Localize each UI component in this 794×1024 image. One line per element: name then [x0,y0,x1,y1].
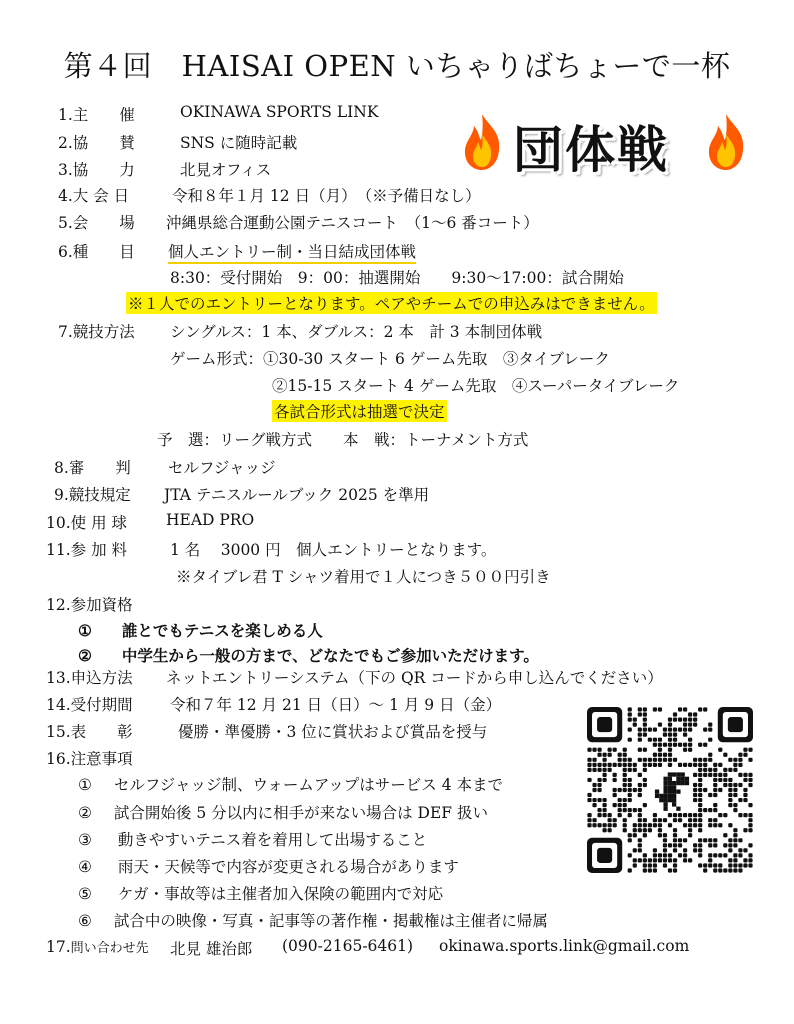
badge-label: 団体戦 [513,121,669,179]
ball-value: HEAD PRO [166,511,255,529]
event-schedule: 8:30：受付開始 9：00：抽選開始 9:30〜17:00：試合開始 [170,269,624,287]
application-value: ネットエントリーシステム（下の QR コードから申し込んでください） [166,669,663,687]
row-date: 4.大 会 日 [58,187,130,205]
note-item: ② 試合開始後 5 分以内に相手が来ない場合は DEF 扱い [78,804,488,822]
referee-value: セルフジャッジ [168,459,276,477]
competition-value: シングルス：1 本、ダブルス：2 本 計 3 本制団体戦 [170,323,543,341]
row-organizer: 1.主 催 [58,106,135,124]
row-eligibility: 12.参加資格 [46,596,133,614]
row-award: 15.表 彰 [46,723,133,741]
row-competition: 7.競技方法 [58,323,135,341]
game-format-2: ②15-15 スタート 4 ゲーム先取 ④スーパータイブレーク [272,377,680,395]
page-title: 第４回 HAISAI OPEN いちゃりばちょーで一杯 [63,49,731,83]
row-sponsor: 2.協 賛 [58,134,135,152]
date-value: 令和８年１月 12 日（月） （※予備日なし） [172,187,481,205]
contact-email[interactable]: okinawa.sports.link@gmail.com [439,937,690,955]
period-value: 令和７年 12 月 21 日（日）〜 1 月 9 日（金） [170,696,502,714]
row-referee: 8.審 判 [54,459,131,477]
organizer-value: OKINAWA SPORTS LINK [180,103,379,121]
fire-icon [703,112,749,172]
award-value: 優勝・準優勝・3 位に賞状および賞品を授与 [178,723,488,741]
row-contact: 17.問い合わせ先 [46,938,149,956]
eligibility-item: ② 中学生から一般の方まで、どなたでもご参加いただけます。 [78,646,539,665]
qr-code-graphic [587,707,753,873]
note-item: ① セルフジャッジ制、ウォームアップはサービス 4 本まで [78,776,503,794]
row-fee: 11.参 加 料 [46,541,128,559]
fee-discount-note: ※タイブレ君 T シャツ着用で１人につき５００円引き [176,568,551,586]
row-application: 13.申込方法 [46,669,133,687]
cooperation-value: 北見オフィス [180,161,272,179]
row-notes: 16.注意事項 [46,750,133,768]
row-period: 14.受付期間 [46,696,133,714]
note-item: ④ 雨天・天候等で内容が変更される場合があります [78,858,459,876]
row-ball: 10.使 用 球 [46,514,128,532]
row-event: 6.種 目 [58,243,135,261]
row-cooperation: 3.協 力 [58,161,135,179]
format-note: 各試合形式は抽選で決定 [272,400,447,422]
eligibility-item: ① 誰とでもテニスを楽しめる人 [78,621,323,640]
fee-value: 1 名 3000 円 個人エントリーとなります。 [170,541,497,559]
tournament-format: 予 選：リーグ戦方式 本 戦：トーナメント方式 [157,431,529,449]
venue-value: 沖縄県総合運動公園テニスコート （1〜6 番コート） [166,214,539,232]
game-format-1: ゲーム形式：①30-30 スタート 6 ゲーム先取 ③タイブレーク [170,350,610,368]
note-item: ⑤ ケガ・事故等は主催者加入保険の範囲内で対応 [78,885,444,903]
event-value: 個人エントリー制・当日結成団体戦 [168,240,416,264]
note-item: ③ 動きやすいテニス着を着用して出場すること [78,831,428,849]
row-venue: 5.会 場 [58,214,135,232]
rules-value: JTA テニスルールブック 2025 を準用 [164,486,430,504]
contact-phone: (090-2165-6461) [282,937,414,955]
contact-name: 北見 雄治郎 [170,940,253,958]
qr-code-icon[interactable] [587,707,753,873]
note-item: ⑥ 試合中の映像・写真・記事等の著作権・掲載権は主催者に帰属 [78,912,548,930]
fire-icon [459,112,505,172]
entry-note: ※１人でのエントリーとなります。ペアやチームでの申込みはできません。 [126,292,657,314]
team-event-badge [455,106,755,179]
sponsor-value: SNS に随時記載 [180,134,298,152]
row-rules: 9.競技規定 [54,486,131,504]
